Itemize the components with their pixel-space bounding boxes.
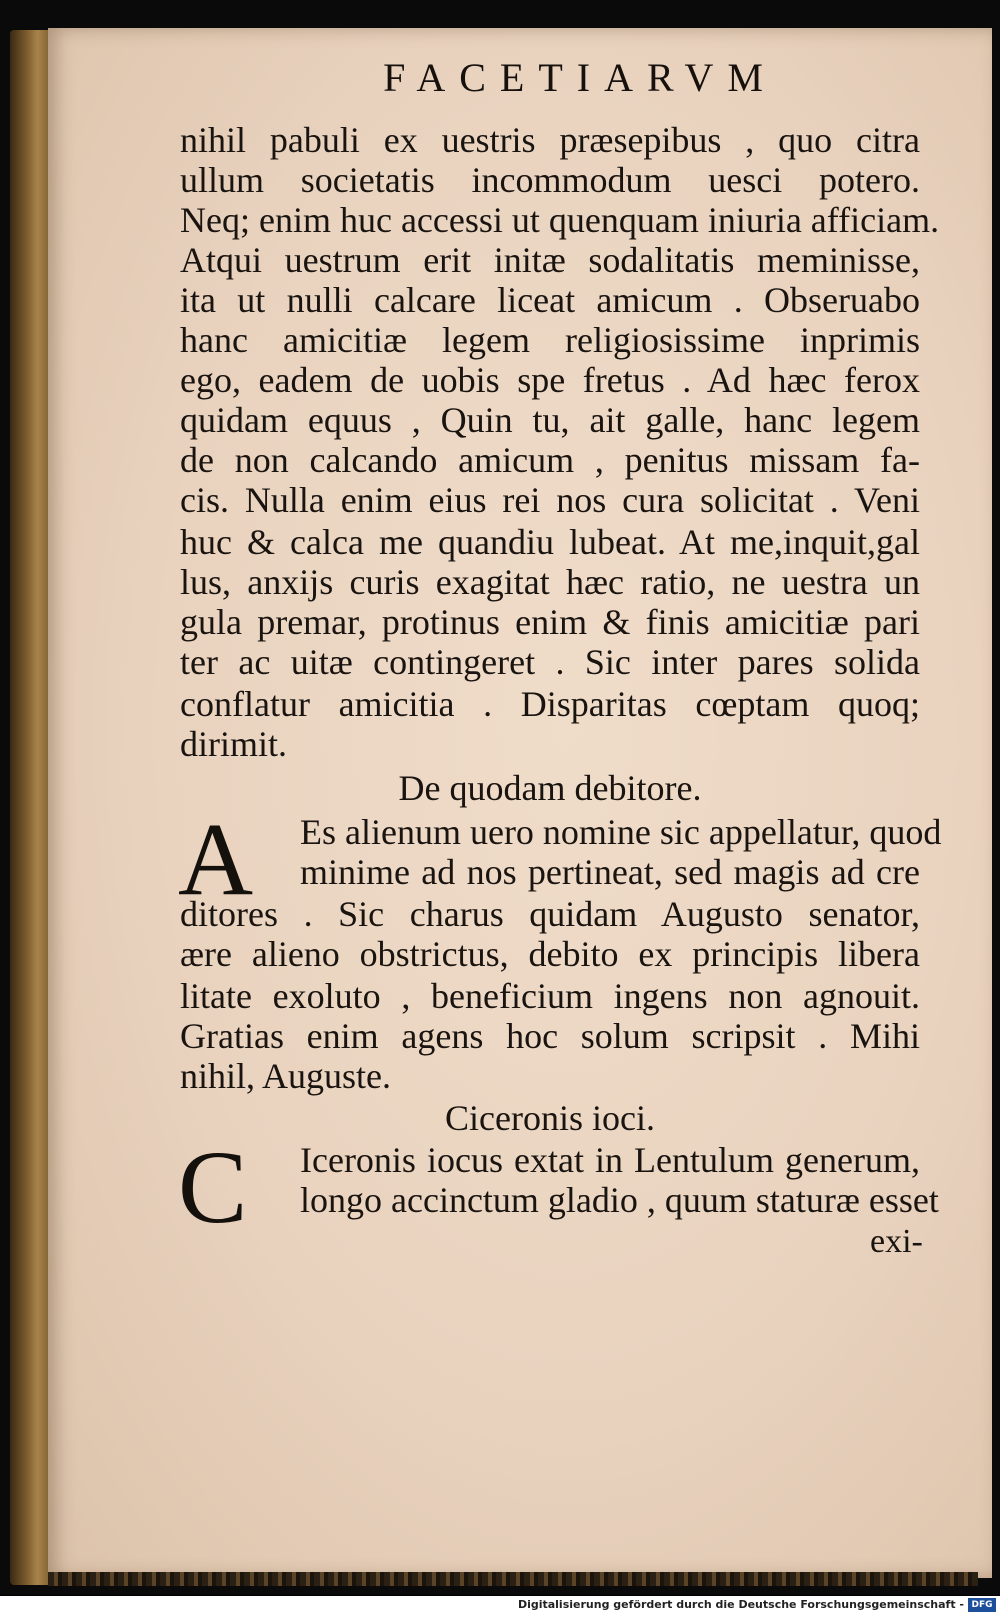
text-line: longo accinctum gladio , quum staturæ esset <box>300 1180 939 1220</box>
text-line: ære alieno obstrictus, debito ex principis libera <box>180 934 920 974</box>
dfg-logo: DFG <box>968 1598 996 1612</box>
text-line: ullum societatis incommodum uesci potero. <box>180 160 920 200</box>
text-line: Atqui uestrum erit initæ sodalitatis meminisse, <box>180 240 920 280</box>
text-line: ditores . Sic charus quidam Augusto senator, <box>180 894 920 934</box>
text-line: lus, anxijs curis exagitat hæc ratio, ne uestra un <box>180 562 920 602</box>
text-line: minime ad nos pertineat, sed magis ad cre <box>300 852 920 892</box>
text-line: nihil pabuli ex uestris præsepibus , quo citra <box>180 120 920 160</box>
text-line: quidam equus , Quin tu, ait galle, hanc legem <box>180 400 920 440</box>
text-line: gula premar, protinus enim & finis amicitiæ pari <box>180 602 920 642</box>
book-bottom-edge <box>48 1572 978 1586</box>
text-line: Iceronis iocus extat in Lentulum generum, <box>300 1140 920 1180</box>
text-line: conflatur amicitia . Disparitas cœptam quoq; <box>180 684 920 724</box>
text-line: nihil, Auguste. <box>180 1056 392 1096</box>
text-line: ego, eadem de uobis spe fretus . Ad hæc ferox <box>180 360 920 400</box>
text-line: ita ut nulli calcare liceat amicum . Obseruabo <box>180 280 920 320</box>
text-line: Neq; enim huc accessi ut quenquam iniuria afficiam. <box>180 200 940 240</box>
text-line: huc & calca me quandiu lubeat. At me,inquit,gal <box>180 522 920 562</box>
footer-credit: Digitalisierung gefördert durch die Deutsche Forschungsgemeinschaft - <box>517 1598 964 1611</box>
drop-initial: C <box>178 1130 248 1245</box>
catchword: exi- <box>870 1223 923 1260</box>
text-line: hanc amicitiæ legem religiosissime inprimis <box>180 320 920 360</box>
text-line: de non calcando amicum , penitus missam fa- <box>180 440 920 480</box>
text-line: Es alienum uero nomine sic appellatur, quod <box>300 812 942 852</box>
text-line: dirimit. <box>180 724 287 764</box>
drop-initial: A <box>178 802 254 917</box>
text-line: litate exoluto , beneficium ingens non agnouit. <box>180 976 920 1016</box>
section-heading: De quodam debitore. <box>398 768 702 808</box>
section-heading: Ciceronis ioci. <box>445 1098 655 1138</box>
text-line: cis. Nulla enim eius rei nos cura solicitat . Veni <box>180 480 920 520</box>
text-line: ter ac uitæ contingeret . Sic inter pares solida <box>180 642 920 682</box>
running-head: FACETIARVM <box>383 55 777 100</box>
text-line: Gratias enim agens hoc solum scripsit . Mihi <box>180 1016 920 1056</box>
